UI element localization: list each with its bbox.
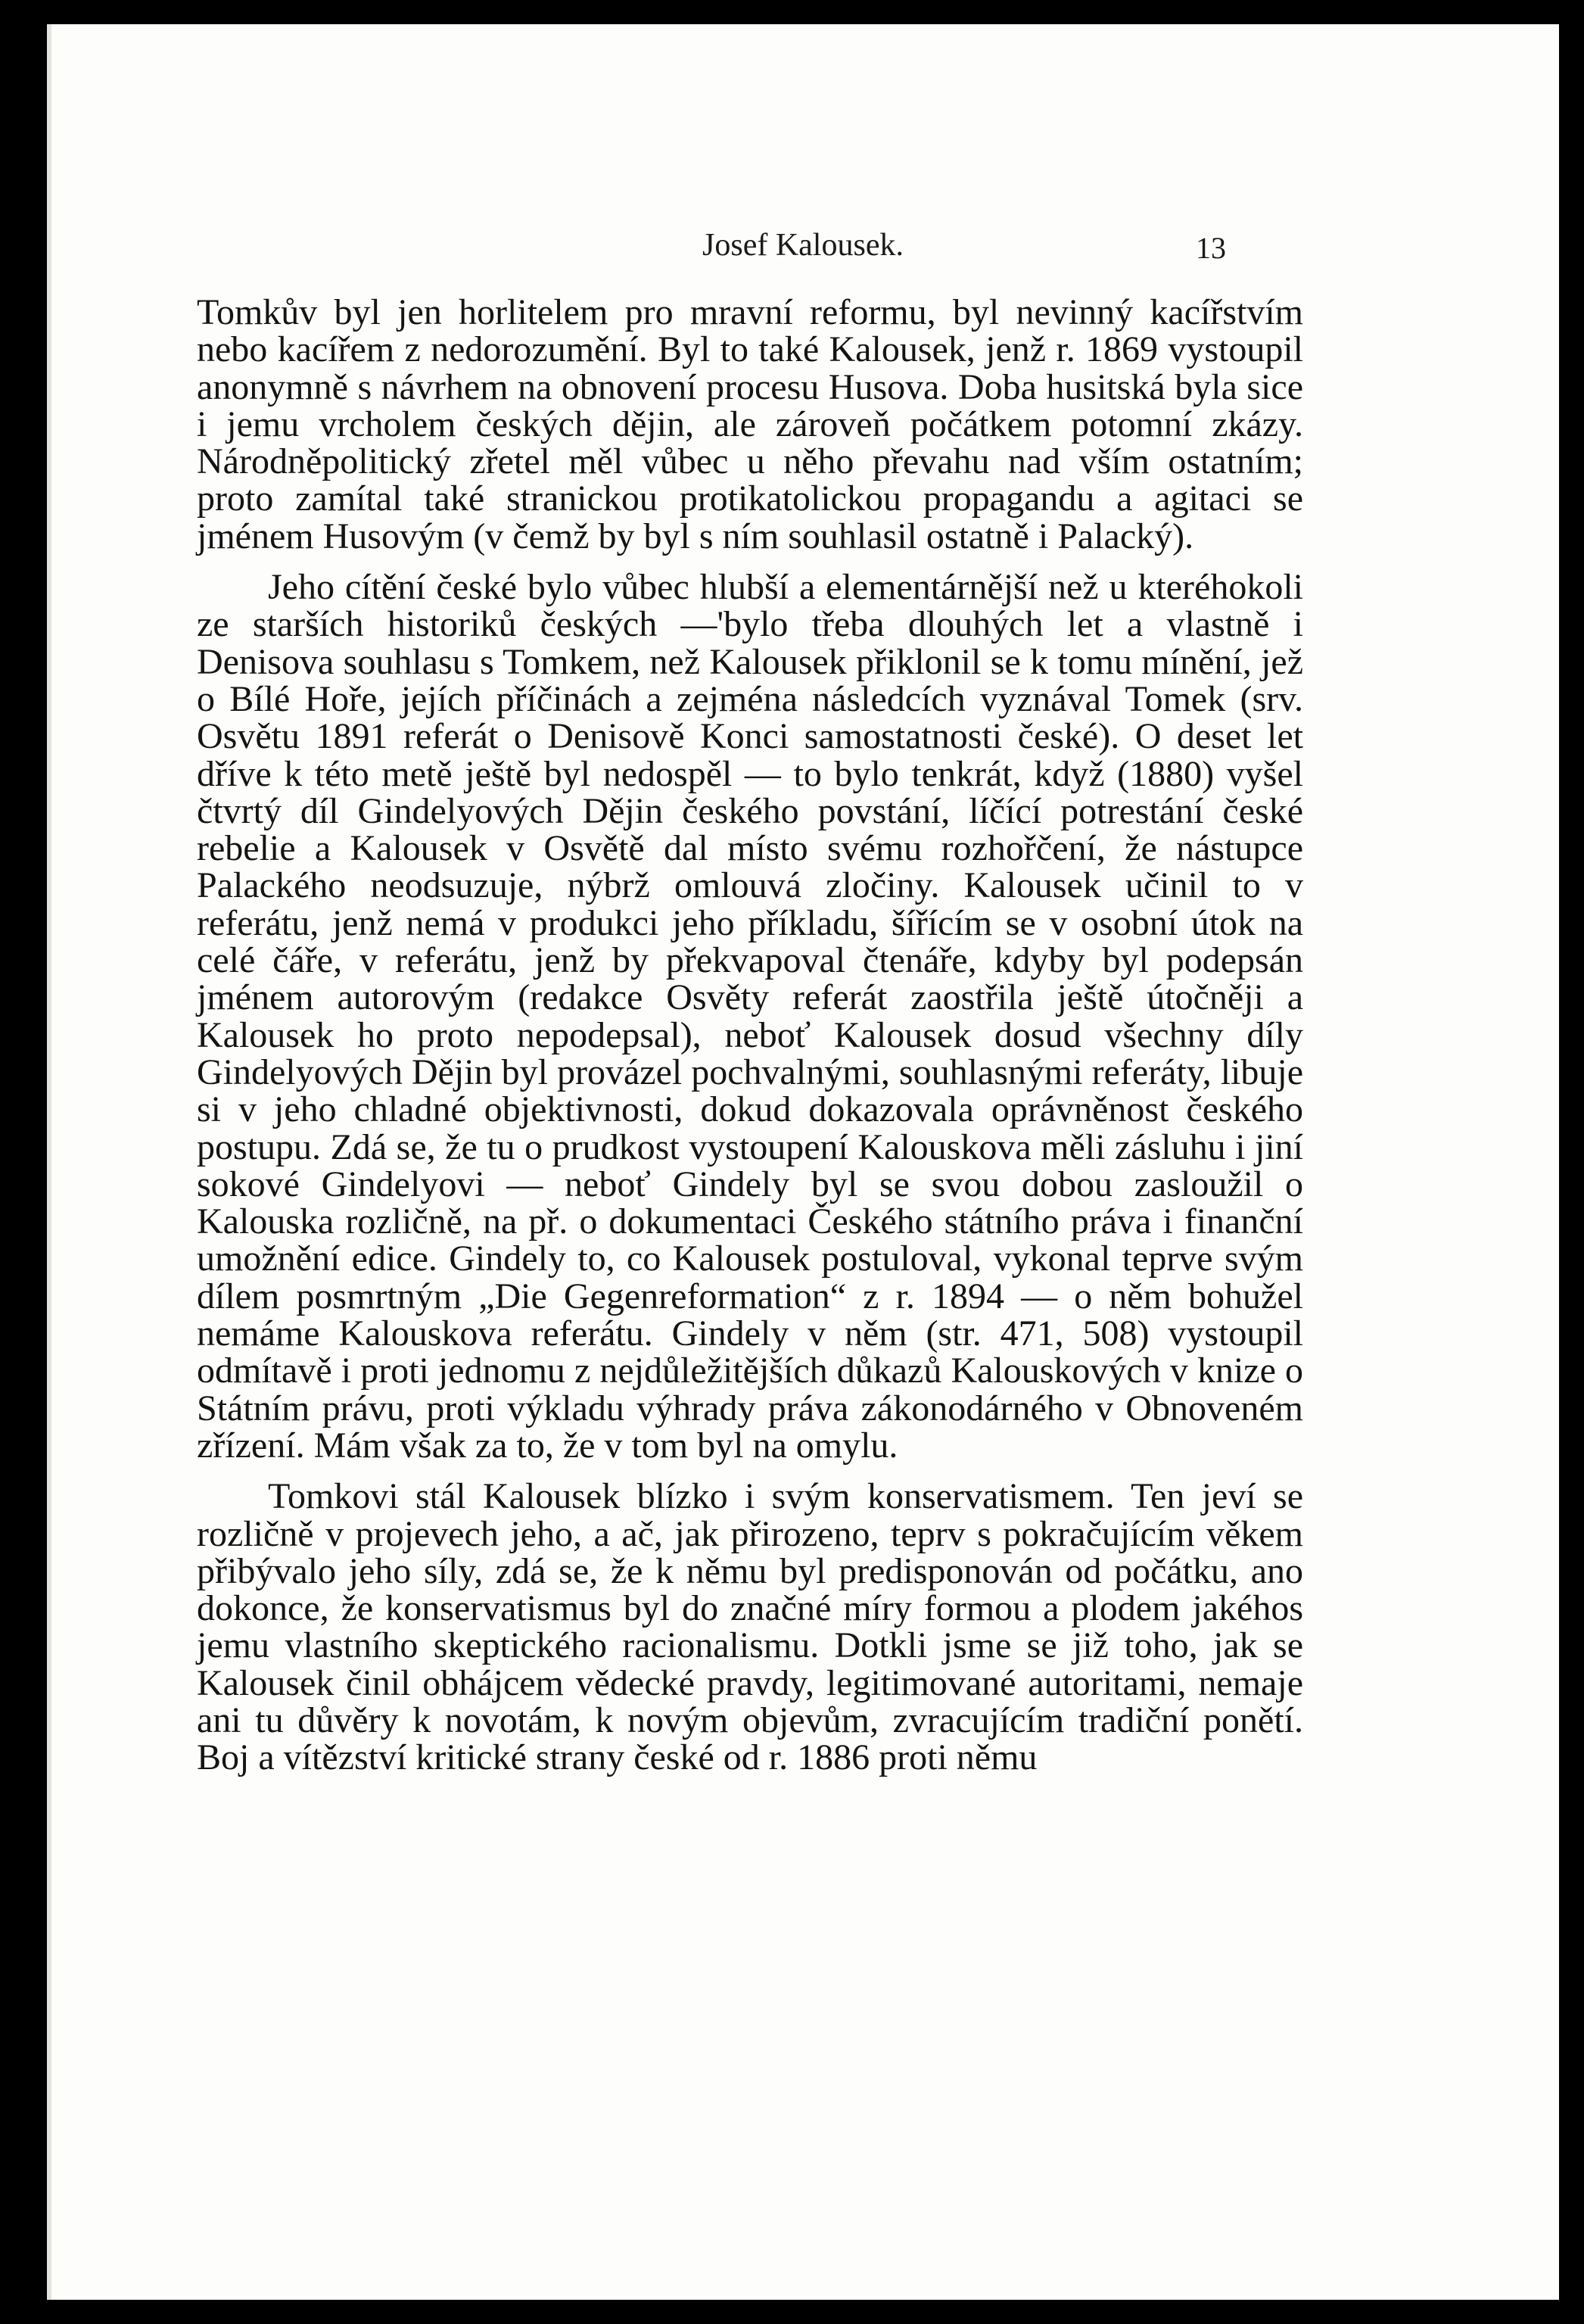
body-text — [197, 294, 1303, 1777]
paragraph-1: Tomkův byl jen horlitelem pro mravní reformu, byl nevinný kacířstvím nebo kacířem z nedorozumění. Byl to také Kalousek, jenž r. 1869 vystoupil anonymně s návrhem na obnovení procesu Husova. Doba husitská byla sice i jemu vrcholem českých dějin, ale zároveň počátkem potomní zkázy. Národněpolitický zřetel měl vůbec u něho převahu nad vším ostatním; proto zamítal také stranickou protikatolickou propagandu a agitaci se jménem Husovým (v čemž by byl s ním souhlasil ostatně i Palacký). — [197, 292, 1303, 556]
book-page — [47, 24, 1559, 2300]
paragraph-3: Tomkovi stál Kalousek blízko i svým konservatismem. Ten jeví se rozličně v projevech jeho, a ač, jak přirozeno, teprv s pokračujícím věkem přibývalo jeho síly, zdá se, že k němu byl predisponován od počátku, ano dokonce, že konservatismus byl do značné míry formou a plodem jakéhos jemu vlastního skeptického racionalismu. Dotkli jsme se již toho, jak se Kalousek činil obhájcem vědecké pravdy, legitimované autoritami, nemaje ani tu důvěry k novotám, k novým objevům, zvracujícím tradiční ponětí. Boj a vítězství kritické strany české od r. 1886 proti němu — [197, 1476, 1303, 1778]
page-number: 13 — [1196, 231, 1226, 265]
paragraph-2: Jeho cítění české bylo vůbec hlubší a elementárnější než u kteréhokoli ze starších historiků českých —'bylo třeba dlouhých let a vlastně i Denisova souhlasu s Tomkem, než Kalousek přiklonil se k tomu mínění, jež o Bílé Hoře, jejích příčinách a zejména následcích vyznával Tomek (srv. Osvětu 1891 referát o Denisově Konci samostatnosti české). O deset let dříve k této metě ještě byl nedospěl — to bylo tenkrát, když (1880) vyšel čtvrtý díl Gindelyových Dějin českého povstání, líčící potrestání české rebelie a Kalousek v Osvětě dal místo svému rozhořčení, že nástupce Palackého neodsuzuje, nýbrž omlouvá zločiny. Kalousek učinil to v referátu, jenž nemá v produkci jeho příkladu, šířícím se v osobní útok na celé čáře, v referátu, jenž by překvapoval čtenáře, kdyby byl podepsán jménem autorovým (redakce Osvěty referát zaostřila ještě útočněji a Kalousek ho proto nepodepsal), neboť Kalousek dosud všechny díly Gindelyových Dějin byl provázel pochvalnými, souhlasnými referáty, libuje si v jeho chladné objektivnosti, dokud dokazovala oprávněnost českého postupu. Zdá se, že tu o prudkost vystoupení Kalouskova měli zásluhu i jiní sokové Gindelyovi — neboť Gindely byl se svou dobou zasloužil o Kalouska rozličně, na př. o dokumentaci Českého státního práva i finanční umožnění edice. Gindely to, co Kalousek postuloval, vykonal teprve svým dílem posmrtným „Die Gegenreformation“ z r. 1894 — o něm bohužel nemáme Kalouskova referátu. Gindely v něm (str. 471, 508) vystoupil odmítavě i proti jednomu z nejdůležitějších důkazů Kalouskových v knize o Státním právu, proti výkladu výhrady práva zákonodárného v Obnoveném zřízení. Mám však za to, že v tom byl na omylu. — [197, 567, 1303, 1466]
page-edge — [47, 24, 51, 2300]
running-header-title: Josef Kalousek. — [702, 228, 904, 263]
